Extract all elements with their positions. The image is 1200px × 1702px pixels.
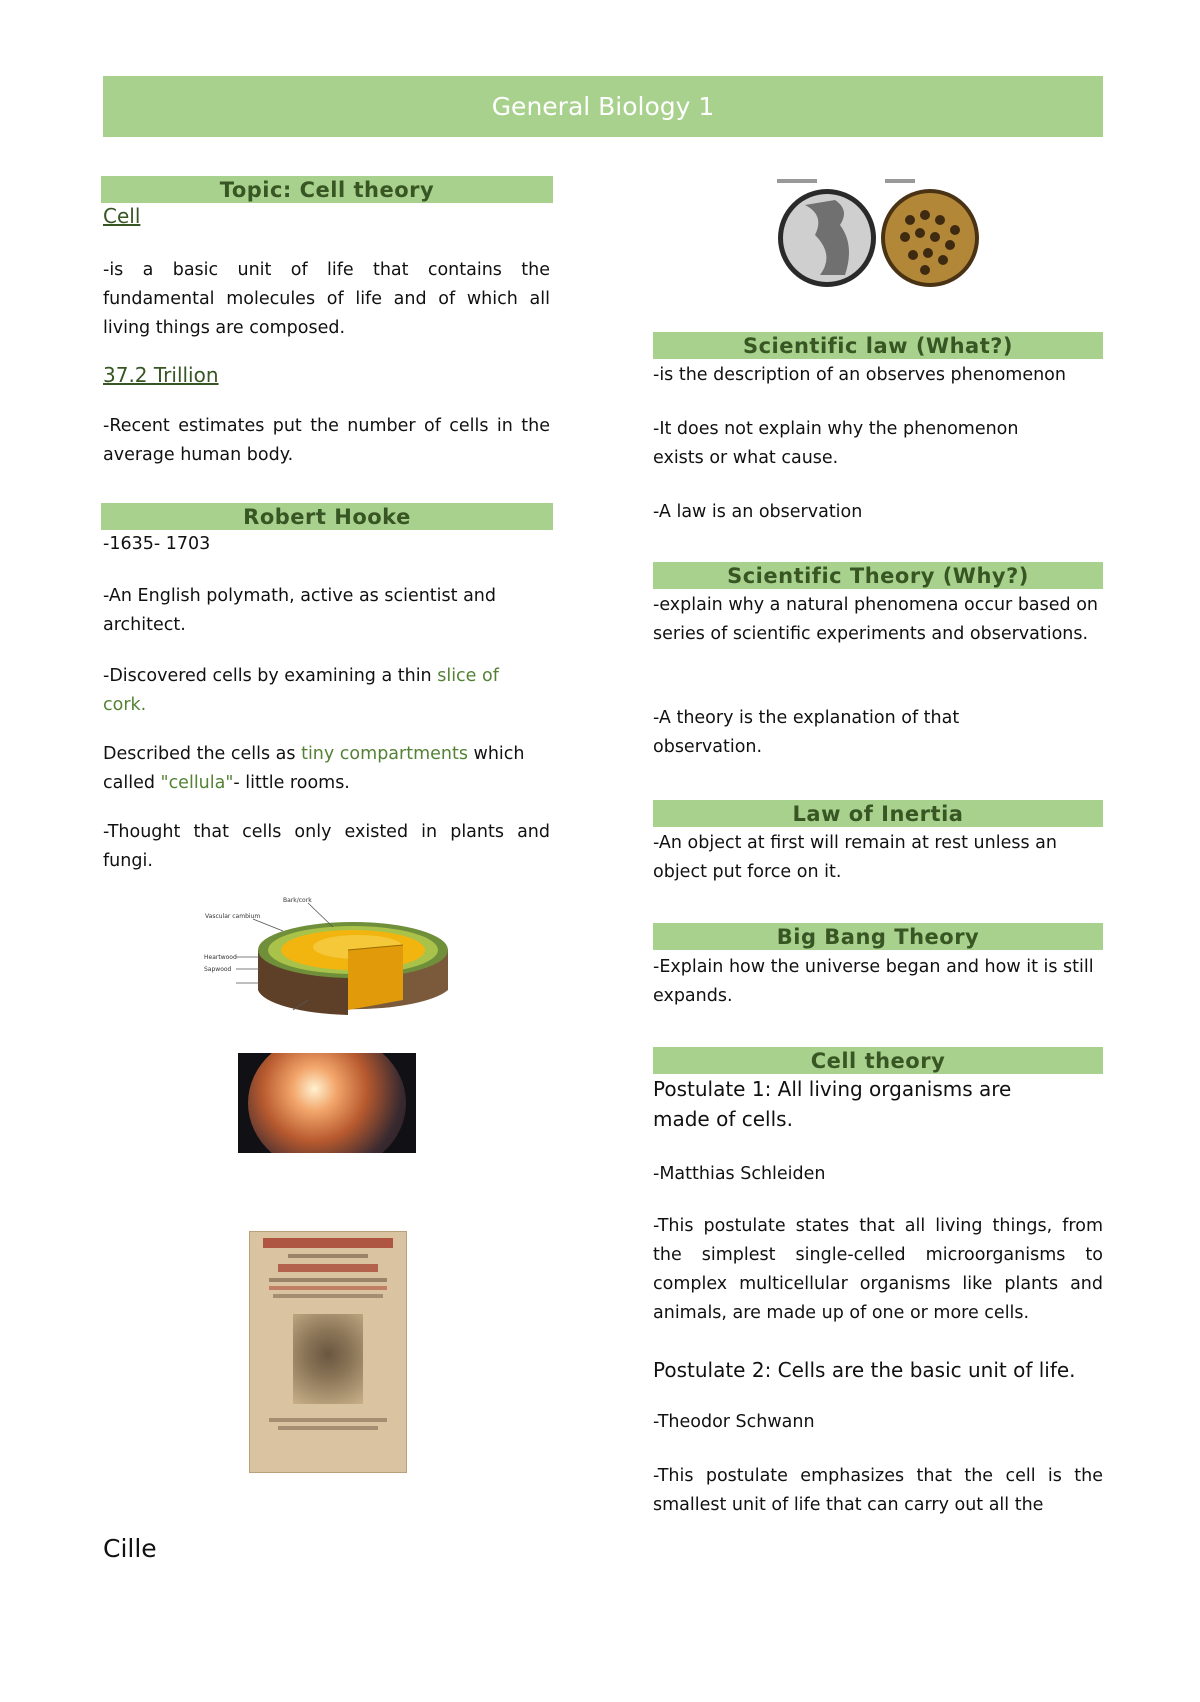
law-text-1: -is the description of an observes phenomenon <box>653 365 1066 385</box>
footer-text: Cille <box>103 1534 157 1563</box>
hooke-discovered: -Discovered cells by examining a thin slice of cork. <box>103 666 499 715</box>
cork-label-3: Heartwood <box>204 954 237 961</box>
section-header-bigbang: Big Bang Theory <box>653 923 1103 950</box>
section-header-law: Scientific law (What?) <box>653 332 1103 359</box>
bigbang-text: -Explain how the universe began and how it is still expands. <box>653 957 1094 1006</box>
law-text-2: -It does not explain why the phenomenon exists or what cause. <box>653 419 1019 468</box>
cork-label-4: Sapwood <box>204 966 232 973</box>
postulate-2-description: -This postulate emphasizes that the cell is the smallest unit of life that can carry out all the <box>653 1466 1103 1515</box>
microscope-comparison-images <box>775 175 985 290</box>
postulate-1-description: -This postulate states that all living things, from the simplest single-celled microorganisms to complex multicellular organisms like plants and animals, are made up of one or more cells. <box>653 1216 1103 1323</box>
postulate-1-heading: Postulate 1: All living organisms are made of cells. <box>653 1077 1012 1131</box>
theory-text-1: -explain why a natural phenomena occur based on series of scientific experiments and observations. <box>653 595 1099 644</box>
postulate-2-heading: Postulate 2: Cells are the basic unit of life. <box>653 1358 1076 1382</box>
term-cell: Cell <box>103 204 141 228</box>
cork-label-1: Bark/cork <box>283 897 312 904</box>
postulate-2-name: -Theodor Schwann <box>653 1412 815 1432</box>
hooke-thought: -Thought that cells only existed in plants and fungi. <box>103 822 550 871</box>
trillion-definition: -Recent estimates put the number of cells in the average human body. <box>103 416 550 465</box>
section-header-inertia: Law of Inertia <box>653 800 1103 827</box>
law-text-3: -A law is an observation <box>653 502 863 522</box>
theory-text-2: -A theory is the explanation of that observation. <box>653 708 960 757</box>
micrographia-cover <box>249 1231 407 1473</box>
section-header-hooke: Robert Hooke <box>101 503 553 530</box>
section-header-theory: Scientific Theory (Why?) <box>653 562 1103 589</box>
hooke-described: Described the cells as tiny compartments which called "cellula"- little rooms. <box>103 744 525 793</box>
hooke-years: -1635- 1703 <box>103 534 211 554</box>
section-header-celltheory: Cell theory <box>653 1047 1103 1074</box>
cork-diagram <box>198 895 458 1020</box>
term-trillion: 37.2 Trillion <box>103 363 219 387</box>
cell-definition: -is a basic unit of life that contains the fundamental molecules of life and of which all living things are composed. <box>103 260 550 338</box>
postulate-1-name: -Matthias Schleiden <box>653 1164 826 1184</box>
inertia-text: -An object at first will remain at rest unless an object put force on it. <box>653 833 1057 882</box>
cork-label-2: Vascular cambium <box>205 913 261 920</box>
section-header-topic: Topic: Cell theory <box>101 176 553 203</box>
hooke-bio: -An English polymath, active as scientist and architect. <box>103 586 496 635</box>
microscope-view-photo <box>238 1053 416 1153</box>
document-title-banner: General Biology 1 <box>103 76 1103 137</box>
